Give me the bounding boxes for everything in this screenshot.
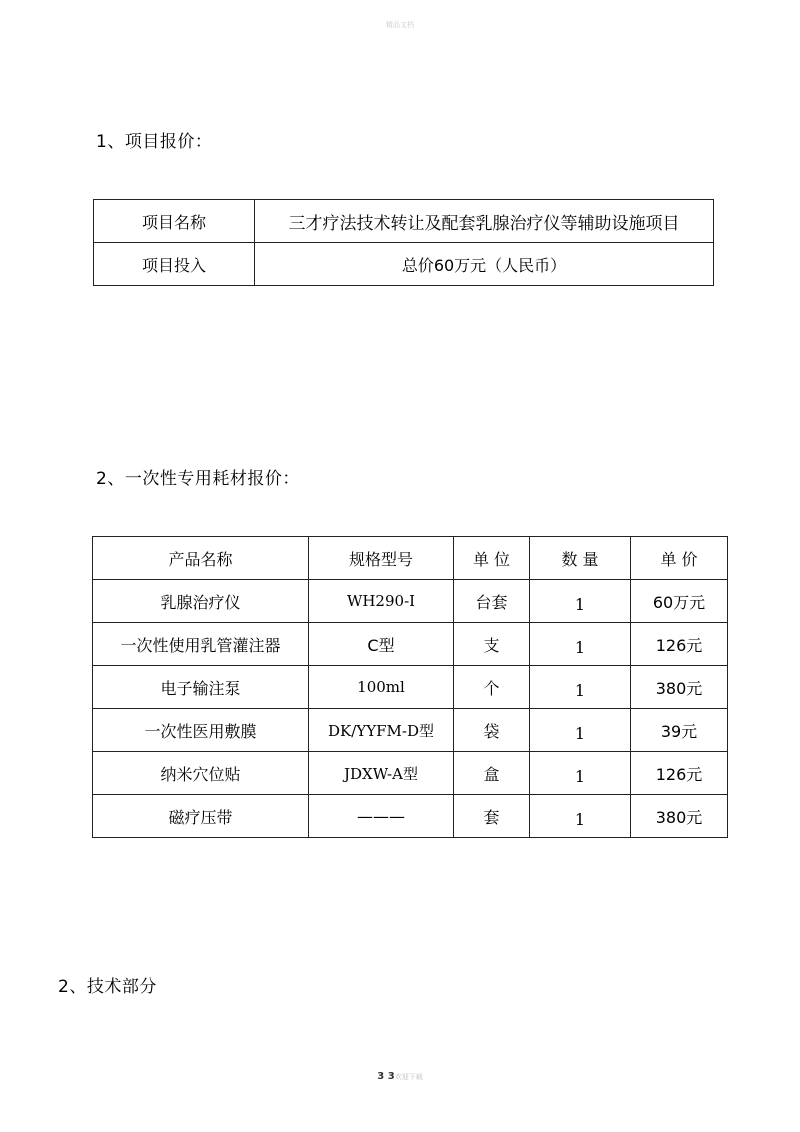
unit-cell: 袋 <box>454 709 530 752</box>
column-header-unit: 单 位 <box>454 537 530 580</box>
price-cell: 380元 <box>631 666 728 709</box>
product-name-cell: 乳腺治疗仪 <box>93 580 309 623</box>
quantity-cell <box>530 623 631 666</box>
quantity-cell <box>530 752 631 795</box>
column-header-spec: 规格型号 <box>309 537 454 580</box>
column-header-product-name: 产品名称 <box>93 537 309 580</box>
product-name-cell: 电子输注泵 <box>93 666 309 709</box>
page-number-overlay: 3 <box>387 1071 395 1082</box>
header-watermark: 精品文档 <box>386 21 414 29</box>
price-cell: 39元 <box>631 709 728 752</box>
price-cell: 126元 <box>631 752 728 795</box>
section-heading-technical: 2、技术部分 <box>58 977 157 997</box>
unit-cell: 盒 <box>454 752 530 795</box>
section-heading-quote: 1、项目报价： <box>96 132 213 152</box>
quantity-value: 1 <box>574 680 586 700</box>
table-row <box>93 666 728 709</box>
spec-cell: 100ml <box>309 666 454 709</box>
column-header-unit-price: 单 价 <box>631 537 728 580</box>
unit-cell: 支 <box>454 623 530 666</box>
product-name-cell: 磁疗压带 <box>93 795 309 838</box>
table-row <box>93 752 728 795</box>
product-name-cell: 一次性医用敷膜 <box>93 709 309 752</box>
product-name-cell: 纳米穴位贴 <box>93 752 309 795</box>
spec-cell: DK/YYFM-D型 <box>309 709 454 752</box>
table-row <box>94 243 714 286</box>
table-row <box>93 709 728 752</box>
table-header-row <box>93 537 728 580</box>
quantity-value: 1 <box>574 594 586 614</box>
table-row <box>94 200 714 243</box>
quantity-cell <box>530 580 631 623</box>
quantity-value: 1 <box>574 637 586 657</box>
price-cell: 126元 <box>631 623 728 666</box>
footer-watermark: 欢迎下载 <box>394 1073 423 1081</box>
section-heading-consumables: 2、一次性专用耗材报价： <box>96 469 300 489</box>
spec-cell: ——— <box>309 795 454 838</box>
quantity-cell <box>530 795 631 838</box>
project-investment-value: 总价60万元（人民币） <box>255 243 714 286</box>
project-name-label: 项目名称 <box>94 200 255 243</box>
unit-cell: 套 <box>454 795 530 838</box>
price-cell: 380元 <box>631 795 728 838</box>
price-cell: 60万元 <box>631 580 728 623</box>
project-quote-table <box>93 199 714 286</box>
spec-cell: C型 <box>309 623 454 666</box>
quantity-value: 1 <box>574 723 586 743</box>
project-investment-label: 项目投入 <box>94 243 255 286</box>
unit-cell: 台套 <box>454 580 530 623</box>
page-footer <box>0 1071 800 1082</box>
consumables-price-table <box>92 536 728 838</box>
quantity-value: 1 <box>574 766 586 786</box>
table-row <box>93 795 728 838</box>
table-row <box>93 623 728 666</box>
table-row <box>93 580 728 623</box>
product-name-cell: 一次性使用乳管灌注器 <box>93 623 309 666</box>
quantity-cell <box>530 666 631 709</box>
spec-cell: JDXW-A型 <box>309 752 454 795</box>
page-number: 3 <box>377 1071 385 1082</box>
column-header-quantity: 数 量 <box>530 537 631 580</box>
quantity-value: 1 <box>574 809 586 829</box>
spec-cell: WH290-I <box>309 580 454 623</box>
project-name-value: 三才疗法技术转让及配套乳腺治疗仪等辅助设施项目 <box>255 200 714 243</box>
unit-cell: 个 <box>454 666 530 709</box>
quantity-cell <box>530 709 631 752</box>
